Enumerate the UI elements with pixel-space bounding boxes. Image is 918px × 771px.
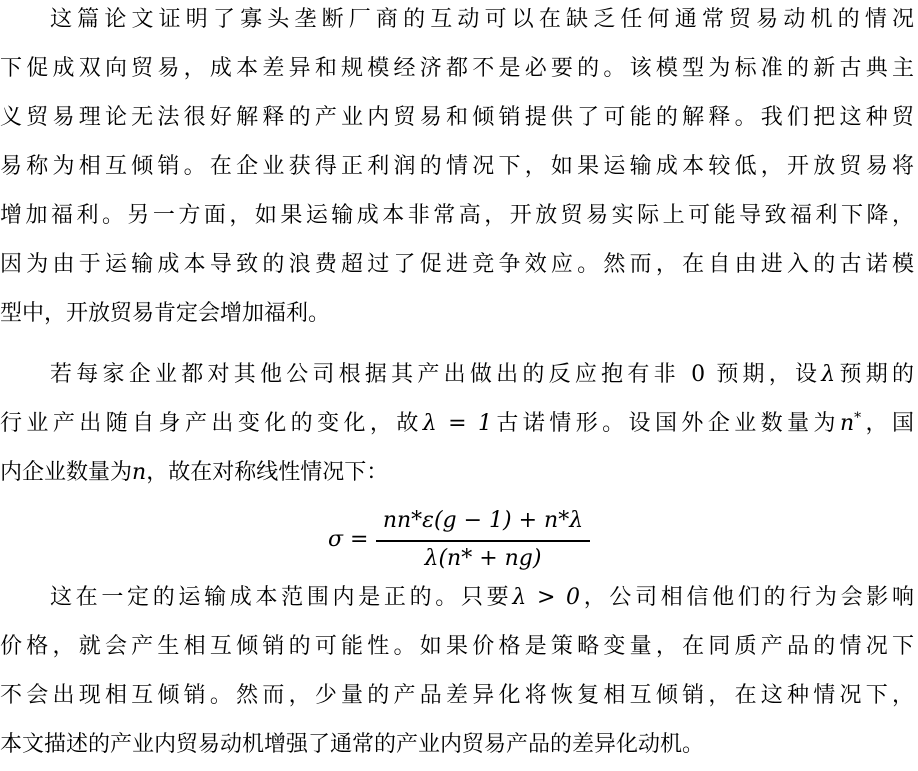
paragraph-2-line-1-text-b: 预期的 — [835, 362, 914, 387]
fraction-bar — [376, 540, 590, 542]
paragraph-3-line-1 — [0, 580, 918, 616]
formula-lhs: σ = — [328, 527, 369, 552]
paragraph-2-line-3-text-b: ，故在对称线性情况下： — [146, 460, 389, 485]
paragraph-3-line-2: 价格，就会产生相互倾销的可能性。如果价格是策略变量，在同质产品的情况下 — [0, 634, 914, 659]
paragraph-2-line-2-text-c: ，国 — [861, 411, 914, 436]
formula-denominator: λ(n* + ng) — [424, 546, 542, 571]
paragraph-3-line-1-text-a: 这在一定的运输成本范围内是正的。只要 — [50, 585, 513, 610]
paragraph-1-line-1: 这篇论文证明了寡头垄断厂商的互动可以在缺乏任何通常贸易动机的情况 — [50, 7, 914, 32]
paragraph-3-line-4: 本文描述的产业内贸易动机增强了通常的产业内贸易产品的差异化动机。 — [0, 732, 705, 757]
paragraph-1-line-7: 型中，开放贸易肯定会增加福利。 — [0, 301, 331, 326]
sigma-formula — [318, 504, 598, 576]
paragraph-1-line-5: 增加福利。另一方面，如果运输成本非常高，开放贸易实际上可能导致福利下降， — [0, 203, 914, 228]
paragraph-2-line-3 — [0, 455, 918, 491]
lambda-equals-one: λ = 1 — [422, 411, 492, 436]
paragraph-1-line-2: 下促成双向贸易，成本差异和规模经济都不是必要的。该模型为标准的新古典主 — [0, 56, 914, 81]
paragraph-2-line-2-text-b: 古诺情形。设国外企业数量为 — [492, 411, 840, 436]
n-symbol: n — [132, 460, 147, 485]
n-star-symbol — [840, 411, 861, 436]
paragraph-2-line-3-text-a: 内企业数量为 — [0, 460, 133, 485]
paragraph-2-line-1 — [0, 357, 918, 393]
paragraph-1-line-3: 义贸易理论无法很好解释的产业内贸易和倾销提供了可能的解释。我们把这种贸 — [0, 105, 914, 130]
paragraph-3-line-1-text-b: ，公司相信他们的行为会影响 — [580, 585, 914, 610]
formula-numerator: nn*ε(g − 1) + n*λ — [382, 508, 584, 533]
formula-fraction — [376, 504, 590, 576]
paragraph-1-line-6: 因为由于运输成本导致的浪费超过了促进竞争效应。然而，在自由进入的古诺模 — [0, 252, 914, 277]
paragraph-2-line-2 — [0, 406, 918, 442]
paragraph-1-line-4: 易称为相互倾销。在企业获得正利润的情况下，如果运输成本较低，开放贸易将 — [0, 154, 914, 179]
paragraph-2-line-1-text-a: 若每家企业都对其他公司根据其产出做出的反应抱有非 0 预期，设 — [50, 362, 822, 387]
lambda-symbol: λ — [821, 362, 836, 387]
paragraph-3-line-3: 不会出现相互倾销。然而，少量的产品差异化将恢复相互倾销，在这种情况下， — [0, 683, 914, 708]
lambda-positive-condition: λ > 0 — [512, 585, 581, 610]
n-star-superscript: * — [854, 410, 862, 426]
paragraph-2-line-2-text-a: 行业产出随自身产出变化的变化，故 — [0, 411, 423, 436]
n-star-base: n — [839, 411, 855, 436]
